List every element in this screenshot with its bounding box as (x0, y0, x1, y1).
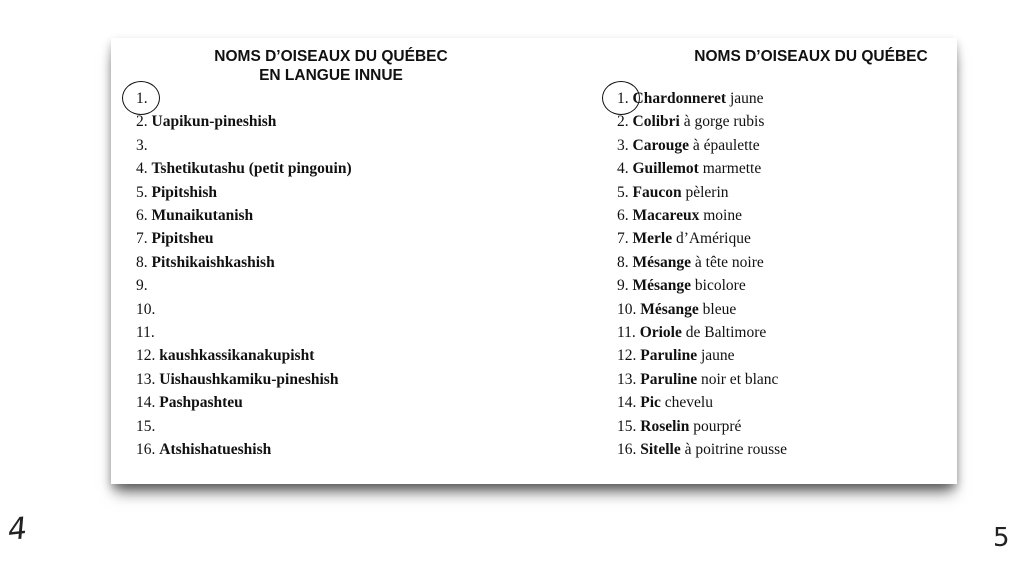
french-names-list (617, 87, 787, 462)
french-list-item (617, 391, 787, 414)
innu-bird-name: Pipitshish (151, 183, 217, 201)
french-bird-genus: Pic (640, 394, 661, 412)
item-number: 16. (136, 441, 156, 459)
french-bird-genus: Merle (632, 230, 673, 248)
innu-bird-name: Uishaushkamiku-pineshish (159, 370, 339, 388)
item-number: 7. (617, 230, 629, 248)
item-number: 13. (136, 370, 156, 388)
item-number: 15. (136, 417, 156, 435)
item-number: 11. (136, 324, 155, 342)
innu-bird-name: kaushkassikanakupisht (159, 347, 315, 365)
innu-list-item (136, 227, 352, 250)
innu-list-item (136, 438, 352, 461)
french-list-item (617, 415, 787, 438)
item-number: 5. (617, 183, 629, 201)
right-heading (671, 47, 951, 66)
innu-list-item (136, 391, 352, 414)
item-number: 14. (617, 394, 637, 412)
innu-list-item (136, 204, 352, 227)
french-bird-genus: Paruline (640, 347, 698, 365)
french-bird-descriptor: de Baltimore (681, 324, 767, 342)
innu-list-item (136, 110, 352, 133)
innu-list-item (136, 157, 352, 180)
item-number: 7. (136, 230, 148, 248)
worksheet-card (111, 38, 957, 484)
innu-list-item (136, 274, 352, 297)
innu-bird-name: Atshishatueshish (159, 441, 272, 459)
french-list-item (617, 368, 787, 391)
circle-mark-left (122, 81, 160, 115)
french-list-item (617, 274, 787, 297)
french-bird-descriptor: pèlerin (681, 183, 729, 201)
innu-bird-name: Pipitsheu (151, 230, 214, 248)
left-heading (171, 47, 491, 85)
item-number: 11. (617, 324, 636, 342)
french-list-item (617, 321, 787, 344)
page-number-left: 4 (6, 511, 29, 548)
item-number: 13. (617, 370, 637, 388)
french-list-item (617, 134, 787, 157)
french-bird-descriptor: noir et blanc (697, 370, 779, 388)
french-list-item (617, 298, 787, 321)
french-bird-genus: Mésange (632, 277, 692, 295)
innu-list-item (136, 344, 352, 367)
item-number: 14. (136, 394, 156, 412)
innu-bird-name: Tshetikutashu (petit pingouin) (151, 160, 352, 178)
french-list-item (617, 227, 787, 250)
innu-bird-name: Munaikutanish (151, 207, 254, 225)
french-bird-genus: Chardonneret (632, 90, 727, 107)
item-number: 9. (136, 277, 148, 295)
french-bird-genus: Oriole (639, 324, 682, 342)
french-list-item (617, 251, 787, 274)
french-bird-descriptor: à épaulette (689, 136, 760, 154)
french-bird-descriptor: d’Amérique (672, 230, 751, 248)
french-bird-descriptor: chevelu (660, 394, 713, 412)
french-bird-descriptor: jaune (726, 90, 764, 107)
item-number: 4. (617, 160, 629, 178)
item-number: 3. (617, 136, 629, 154)
innu-list-item (136, 298, 352, 321)
item-number: 8. (136, 253, 148, 271)
item-number: 1. (617, 90, 629, 107)
innu-list-item (136, 251, 352, 274)
french-list-item (617, 110, 787, 133)
item-number: 10. (136, 300, 156, 318)
left-heading-line-2: EN LANGUE INNUE (259, 67, 403, 84)
french-bird-genus: Mésange (632, 253, 692, 271)
item-number: 15. (617, 417, 637, 435)
french-bird-descriptor: à poitrine rousse (680, 441, 788, 459)
innu-bird-name: Uapikun-pineshish (151, 113, 277, 131)
french-bird-genus: Paruline (640, 370, 698, 388)
item-number: 3. (136, 136, 148, 154)
french-bird-genus: Mésange (640, 300, 699, 318)
french-bird-genus: Faucon (632, 183, 682, 201)
french-list-item (617, 181, 787, 204)
innu-list-item (136, 368, 352, 391)
item-number: 12. (617, 347, 637, 365)
page-number-right: 5 (993, 523, 1010, 553)
right-heading-line-1: NOMS D’OISEAUX DU QUÉBEC (694, 48, 928, 65)
item-number: 9. (617, 277, 629, 295)
item-number: 4. (136, 160, 148, 178)
french-bird-descriptor: à gorge rubis (679, 113, 765, 131)
french-bird-descriptor: à tête noire (691, 253, 764, 271)
item-number: 16. (617, 441, 637, 459)
french-bird-descriptor: marmette (698, 160, 762, 178)
innu-names-list (136, 87, 352, 462)
french-bird-genus: Macareux (632, 207, 700, 225)
innu-list-item (136, 321, 352, 344)
french-bird-descriptor: bicolore (691, 277, 746, 295)
item-number: 5. (136, 183, 148, 201)
item-number: 6. (617, 207, 629, 225)
item-number: 2. (617, 113, 629, 131)
innu-bird-name: Pashpashteu (159, 394, 243, 412)
french-bird-genus: Roselin (640, 417, 690, 435)
french-list-item (617, 344, 787, 367)
french-list-item (617, 204, 787, 227)
french-list-item (617, 157, 787, 180)
french-bird-genus: Sitelle (640, 441, 681, 459)
french-bird-genus: Carouge (632, 136, 690, 154)
item-number: 1. (136, 90, 148, 107)
french-bird-genus: Guillemot (632, 160, 699, 178)
innu-list-item (136, 415, 352, 438)
french-bird-descriptor: moine (699, 207, 742, 225)
french-list-item (617, 438, 787, 461)
french-bird-descriptor: bleue (698, 300, 737, 318)
french-bird-genus: Colibri (632, 113, 680, 131)
item-number: 6. (136, 207, 148, 225)
french-bird-descriptor: pourpré (689, 417, 742, 435)
innu-list-item (136, 134, 352, 157)
innu-list-item (136, 87, 352, 110)
item-number: 10. (617, 300, 637, 318)
innu-bird-name: Pitshikaishkashish (151, 253, 275, 271)
item-number: 8. (617, 253, 629, 271)
circle-mark-right (602, 81, 640, 115)
item-number: 12. (136, 347, 156, 365)
left-heading-line-1: NOMS D’OISEAUX DU QUÉBEC (214, 48, 448, 65)
innu-list-item (136, 181, 352, 204)
french-bird-descriptor: jaune (697, 347, 735, 365)
french-list-item (617, 87, 787, 110)
item-number: 2. (136, 113, 148, 131)
